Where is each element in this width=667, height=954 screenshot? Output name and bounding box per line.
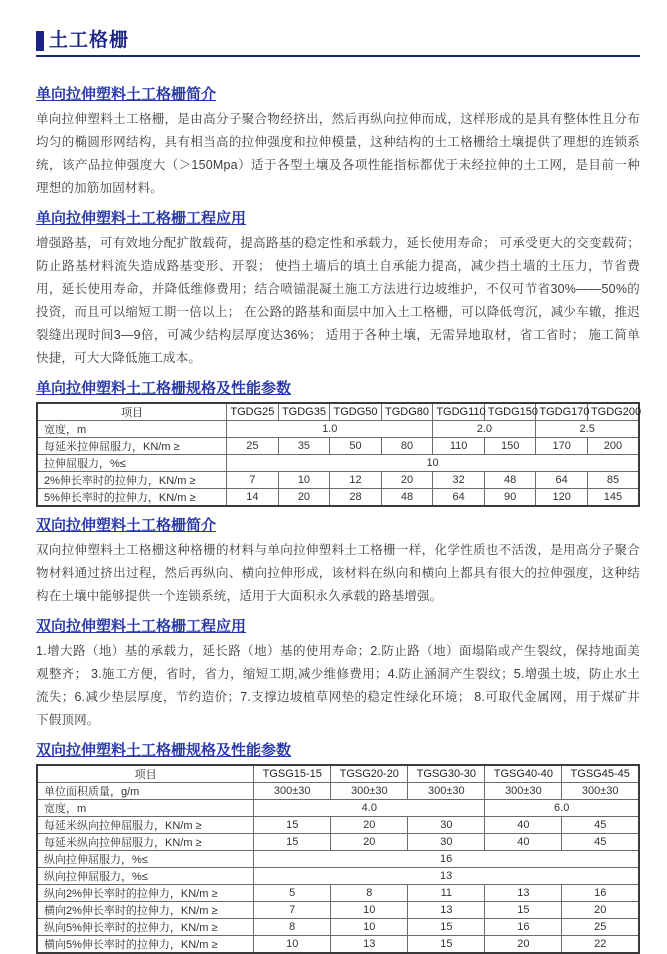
value-cell: 35	[278, 438, 330, 455]
value-cell: 10	[331, 902, 408, 919]
value-cell: 15	[254, 817, 331, 834]
column-header: TGDG25	[227, 403, 279, 421]
value-cell: 300±30	[562, 783, 639, 800]
value-cell: 80	[381, 438, 433, 455]
value-cell: 10	[278, 472, 330, 489]
value-cell: 15	[254, 834, 331, 851]
uniaxial-spec-table	[36, 402, 640, 507]
value-cell: 32	[433, 472, 485, 489]
value-cell: 8	[254, 919, 331, 936]
page-title: 土工格栅	[49, 30, 130, 51]
value-cell: 300±30	[408, 783, 485, 800]
value-cell: 120	[536, 489, 588, 507]
value-cell: 20	[278, 489, 330, 507]
column-header: TGDG200	[587, 403, 639, 421]
row-label-cell: 纵向拉伸屈服力，%≤	[37, 868, 254, 885]
table-row	[37, 455, 639, 472]
section-heading-biaxial-application[interactable]: 双向拉伸塑料土工格栅工程应用	[36, 618, 247, 635]
paragraph-uniaxial-intro: 单向拉伸塑料土工格栅，是由高分子聚合物经挤出，然后再纵向拉伸而成，这样形成的是具有整体性且分布均匀的椭圆形网结构，具有相当高的拉伸强度和拉伸模量，这种结构的土工格栅给土壤提供了理想的连锁系统，该产品拉伸强度大（＞150Mpa）适于各型土壤及各项性能指标都优于未经拉伸的土工网，是目前一种理想的加筋加固材料。	[36, 112, 640, 195]
value-cell: 30	[408, 817, 485, 834]
value-cell: 45	[562, 834, 639, 851]
value-cell: 90	[484, 489, 536, 507]
column-header: TGDG35	[278, 403, 330, 421]
value-cell: 6.0	[485, 800, 639, 817]
biaxial-spec-table	[36, 764, 640, 954]
value-cell: 28	[330, 489, 382, 507]
value-cell: 110	[433, 438, 485, 455]
value-cell: 2.0	[433, 421, 536, 438]
section-heading-biaxial-specs[interactable]: 双向拉伸塑料土工格栅规格及性能参数	[36, 742, 292, 759]
table-row	[37, 851, 639, 868]
row-label-cell: 单位面积质量，g/m	[37, 783, 254, 800]
column-header: TGSG45-45	[562, 765, 639, 783]
value-cell: 64	[536, 472, 588, 489]
row-label-cell: 横向5%伸长率时的拉伸力，KN/m ≥	[37, 936, 254, 954]
column-header: TGSG15-15	[254, 765, 331, 783]
value-cell: 20	[485, 936, 562, 954]
value-cell: 20	[381, 472, 433, 489]
value-cell: 7	[227, 472, 279, 489]
value-cell: 16	[254, 851, 639, 868]
value-cell: 13	[408, 902, 485, 919]
column-header: TGDG170	[536, 403, 588, 421]
table-header-row	[37, 403, 639, 421]
value-cell: 15	[485, 902, 562, 919]
section-heading-uniaxial-application[interactable]: 单向拉伸塑料土工格栅工程应用	[36, 210, 247, 227]
row-label-cell: 2%伸长率时的拉伸力，KN/m ≥	[37, 472, 227, 489]
value-cell: 25	[227, 438, 279, 455]
column-header: TGSG40-40	[485, 765, 562, 783]
value-cell: 150	[484, 438, 536, 455]
value-cell: 50	[330, 438, 382, 455]
value-cell: 20	[331, 834, 408, 851]
value-cell: 5	[254, 885, 331, 902]
value-cell: 200	[587, 438, 639, 455]
value-cell: 16	[562, 885, 639, 902]
table-row	[37, 438, 639, 455]
column-header: 项目	[37, 403, 227, 421]
value-cell: 1.0	[227, 421, 433, 438]
value-cell: 300±30	[254, 783, 331, 800]
value-cell: 16	[485, 919, 562, 936]
value-cell: 10	[254, 936, 331, 954]
column-header: TGSG20-20	[331, 765, 408, 783]
value-cell: 20	[562, 902, 639, 919]
column-header: TGDG150	[484, 403, 536, 421]
value-cell: 13	[485, 885, 562, 902]
row-label-cell: 宽度，m	[37, 800, 254, 817]
paragraph-biaxial-application: 1.增大路（地）基的承载力，延长路（地）基的使用寿命；2.防止路（地）面塌陷或产生裂纹，保持地面美观整齐； 3.施工方便，省时，省力，缩短工期,减少维修费用；4.防止涵洞产生裂纹；5.增强土坡，防止水土流失；6.减少垫层厚度，节约造价；7.支撑边坡植草网垫的稳定性绿化环境； 8.可取代金属网，用于煤矿井下假顶网。	[36, 644, 640, 727]
table-row	[37, 472, 639, 489]
value-cell: 85	[587, 472, 639, 489]
column-header: TGDG110	[433, 403, 485, 421]
value-cell: 22	[562, 936, 639, 954]
value-cell: 145	[587, 489, 639, 507]
value-cell: 15	[408, 936, 485, 954]
section-heading-biaxial-intro[interactable]: 双向拉伸塑料土工格栅简介	[36, 517, 217, 534]
table-row	[37, 902, 639, 919]
row-label-cell: 5%伸长率时的拉伸力，KN/m ≥	[37, 489, 227, 507]
table-row	[37, 885, 639, 902]
value-cell: 13	[254, 868, 639, 885]
value-cell: 45	[562, 817, 639, 834]
table-row	[37, 489, 639, 507]
table-row	[37, 936, 639, 954]
value-cell: 48	[381, 489, 433, 507]
value-cell: 10	[331, 919, 408, 936]
table-row	[37, 919, 639, 936]
value-cell: 10	[227, 455, 639, 472]
value-cell: 300±30	[331, 783, 408, 800]
column-header: 项目	[37, 765, 254, 783]
column-header: TGDG50	[330, 403, 382, 421]
value-cell: 13	[331, 936, 408, 954]
table-header-row	[37, 765, 639, 783]
table-row	[37, 421, 639, 438]
title-accent-bar-icon	[36, 31, 44, 51]
value-cell: 64	[433, 489, 485, 507]
row-label-cell: 纵向5%伸长率时的拉伸力，KN/m ≥	[37, 919, 254, 936]
table-row	[37, 783, 639, 800]
value-cell: 40	[485, 817, 562, 834]
column-header: TGSG30-30	[408, 765, 485, 783]
value-cell: 20	[331, 817, 408, 834]
value-cell: 14	[227, 489, 279, 507]
value-cell: 48	[484, 472, 536, 489]
value-cell: 11	[408, 885, 485, 902]
paragraph-biaxial-intro: 双向拉伸塑料土工格栅这种格栅的材料与单向拉伸塑料土工格栅一样，化学性质也不活泼，是用高分子聚合物材料通过挤出过程，然后再纵向、横向拉伸形成，该材料在纵向和横向上都具有很大的拉伸强度，这种结构在土壤中能够提供一个连锁系统，适用于大面积永久承载的路基增强。	[36, 543, 640, 603]
value-cell: 4.0	[254, 800, 485, 817]
value-cell: 7	[254, 902, 331, 919]
value-cell: 170	[536, 438, 588, 455]
value-cell: 40	[485, 834, 562, 851]
table-row	[37, 800, 639, 817]
section-heading-uniaxial-intro[interactable]: 单向拉伸塑料土工格栅简介	[36, 86, 217, 103]
value-cell: 300±30	[485, 783, 562, 800]
row-label-cell: 每延米纵向拉伸屈服力，KN/m ≥	[37, 817, 254, 834]
table-row	[37, 817, 639, 834]
row-label-cell: 每延米拉伸屈服力，KN/m ≥	[37, 438, 227, 455]
row-label-cell: 拉伸屈服力，%≤	[37, 455, 227, 472]
value-cell: 25	[562, 919, 639, 936]
row-label-cell: 宽度，m	[37, 421, 227, 438]
page-header	[36, 30, 640, 57]
row-label-cell: 每延米纵向拉伸屈服力，KN/m ≥	[37, 834, 254, 851]
row-label-cell: 纵向2%伸长率时的拉伸力，KN/m ≥	[37, 885, 254, 902]
value-cell: 8	[331, 885, 408, 902]
row-label-cell: 横向2%伸长率时的拉伸力，KN/m ≥	[37, 902, 254, 919]
paragraph-uniaxial-application: 增强路基，可有效地分配扩散载荷，提高路基的稳定性和承载力，延长使用寿命； 可承受更大的交变载荷； 防止路基材料流失造成路基变形、开裂； 使挡土墙后的填土自承能力提高，减少挡土墙的土压力，节省费用，延长使用寿命，并降低维修费用；结合喷锚混凝土施工方法进行边坡维护，不仅可节省30%——50%的投资，而且可以缩短工期一倍以上； 在公路的路基和面层中加入土工格栅，可以降低弯沉，减少车辙，推迟裂缝出现时间3—9倍，可减少结构层厚度达36%； 适用于各种土壤，无需异地取材，省工省时； 施工简单快捷，可大大降低施工成本。	[36, 236, 640, 365]
column-header: TGDG80	[381, 403, 433, 421]
value-cell: 2.5	[536, 421, 639, 438]
value-cell: 15	[408, 919, 485, 936]
section-heading-uniaxial-specs[interactable]: 单向拉伸塑料土工格栅规格及性能参数	[36, 380, 292, 397]
value-cell: 12	[330, 472, 382, 489]
table-row	[37, 834, 639, 851]
table-row	[37, 868, 639, 885]
row-label-cell: 纵向拉伸屈服力，%≤	[37, 851, 254, 868]
value-cell: 30	[408, 834, 485, 851]
